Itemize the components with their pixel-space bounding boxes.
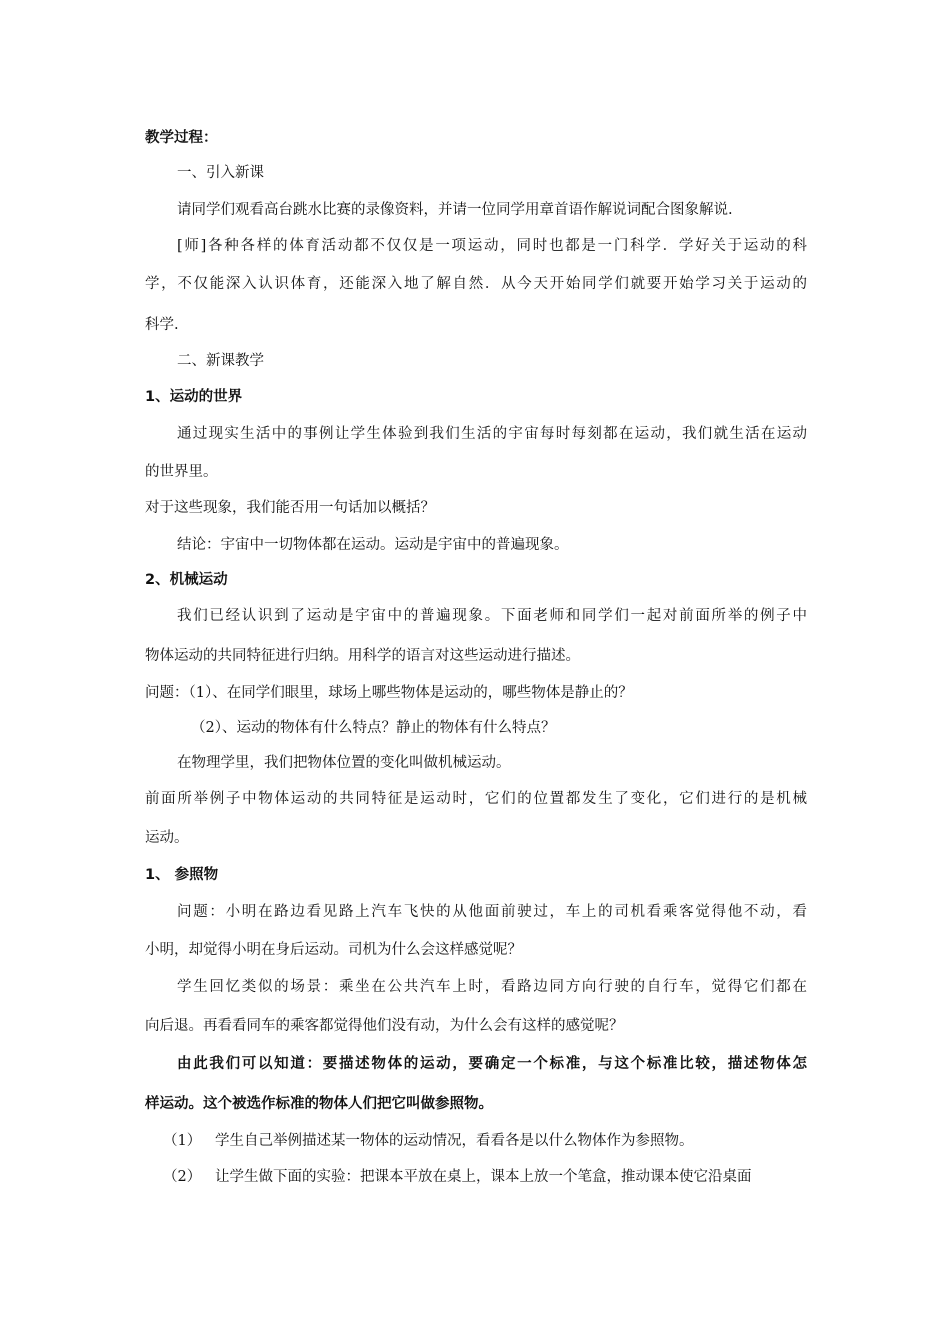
part1-paragraph-line1: 通过现实生活中的事例让学生体验到我们生活的宇宙每时每刻都在运动，我们就生活在运动 — [177, 426, 807, 442]
item2-text: 让学生做下面的实验：把课本平放在桌上，课本上放一个笔盒，推动课本使它沿桌面 — [215, 1169, 752, 1185]
section1-paragraph2-line2: 学，不仅能深入认识体育，还能深入地了解自然．从今天开始同学们就要开始学习关于运动的 — [145, 276, 807, 292]
part3-item2 — [163, 1167, 752, 1187]
section1-title: 一、引入新课 — [177, 165, 264, 181]
part2-paragraph1-line1: 我们已经认识到了运动是宇宙中的普遍现象。下面老师和同学们一起对前面所举的例子中 — [177, 608, 807, 624]
part2-question2: （2）、运动的物体有什么特点？静止的物体有什么特点？ — [191, 720, 556, 736]
part1-question: 对于这些现象，我们能否用一句话加以概括？ — [145, 500, 435, 516]
item2-number: （2） — [163, 1169, 202, 1185]
part3-item1 — [163, 1131, 694, 1151]
part2-paragraph1-line2: 物体运动的共同特征进行归纳。用科学的语言对这些运动进行描述。 — [145, 648, 580, 664]
part2-title: 2、机械运动 — [145, 572, 228, 588]
item1-number: （1） — [163, 1133, 202, 1149]
part3-question-line2: 小明，却觉得小明在身后运动。司机为什么会这样感觉呢？ — [145, 942, 522, 958]
section1-paragraph2-line3: 科学. — [145, 317, 179, 333]
part1-title: 1、运动的世界 — [145, 389, 243, 405]
part2-definition: 在物理学里，我们把物体位置的变化叫做机械运动。 — [177, 755, 511, 771]
heading: 教学过程： — [145, 130, 218, 146]
part2-paragraph2-line2: 运动。 — [145, 830, 189, 846]
part3-recall-line1: 学生回忆类似的场景：乘坐在公共汽车上时，看路边同方向行驶的自行车，觉得它们都在 — [177, 979, 807, 995]
part3-question-line1: 问题：小明在路边看见路上汽车飞快的从他面前驶过，车上的司机看乘客觉得他不动，看 — [177, 904, 807, 920]
part1-paragraph-line2: 的世界里。 — [145, 464, 218, 480]
section1-paragraph1: 请同学们观看高台跳水比赛的录像资料，并请一位同学用章首语作解说词配合图象解说. — [177, 202, 733, 218]
part3-key-line1: 由此我们可以知道：要描述物体的运动，要确定一个标准，与这个标准比较，描述物体怎 — [177, 1056, 807, 1072]
part3-key-line2: 样运动。这个被选作标准的物体人们把它叫做参照物。 — [145, 1096, 493, 1112]
section1-paragraph2-line1: [师]各种各样的体育活动都不仅仅是一项运动，同时也都是一门科学．学好关于运动的科 — [177, 238, 807, 254]
part2-question1: 问题：（1）、在同学们眼里，球场上哪些物体是运动的，哪些物体是静止的？ — [145, 685, 633, 701]
part2-paragraph2-line1: 前面所举例子中物体运动的共同特征是运动时，它们的位置都发生了变化，它们进行的是机械 — [145, 791, 807, 807]
part3-recall-line2: 向后退。再看看同车的乘客都觉得他们没有动，为什么会有这样的感觉呢？ — [145, 1018, 624, 1034]
part1-conclusion: 结论：宇宙中一切物体都在运动。运动是宇宙中的普遍现象。 — [177, 537, 569, 553]
section2-title: 二、新课教学 — [177, 353, 264, 369]
item1-text: 学生自己举例描述某一物体的运动情况，看看各是以什么物体作为参照物。 — [215, 1133, 694, 1149]
part3-title: 1、 参照物 — [145, 867, 219, 883]
